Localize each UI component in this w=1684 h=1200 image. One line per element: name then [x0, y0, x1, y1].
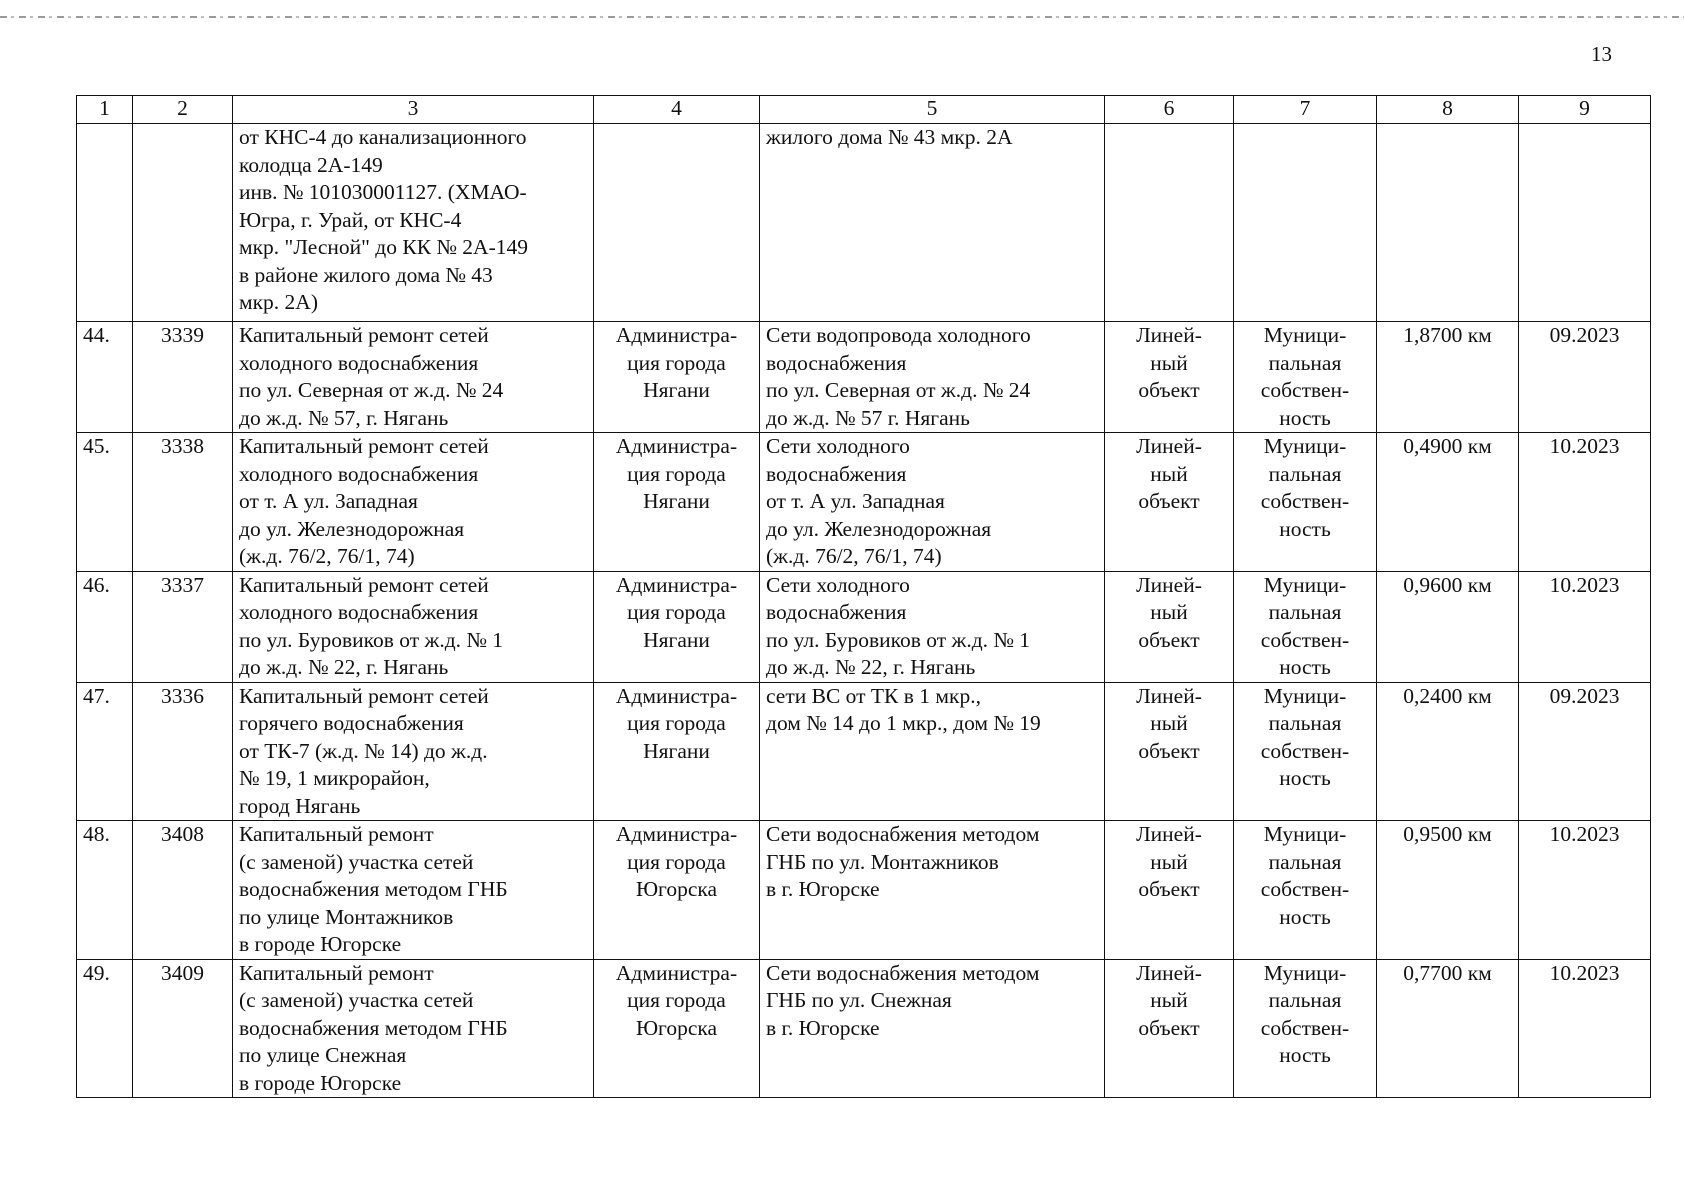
col-header-2: 2	[133, 96, 233, 124]
cell-date: 10.2023	[1519, 433, 1651, 572]
cell-type: Линей- ный объект	[1105, 322, 1234, 433]
cell-object: Сети водоснабжения методом ГНБ по ул. Монтажников в г. Югорске	[760, 821, 1105, 960]
cell-description: Капитальный ремонт сетей холодного водоснабжения по ул. Северная от ж.д. № 24 до ж.д. № 57, г. Нягань	[233, 322, 594, 433]
col-header-9: 9	[1519, 96, 1651, 124]
cell-property	[1234, 124, 1377, 322]
cell-property: Муници- пальная собствен- ность	[1234, 821, 1377, 960]
cell-date: 10.2023	[1519, 571, 1651, 682]
cell-property: Муници- пальная собствен- ность	[1234, 682, 1377, 821]
header-row	[77, 96, 1651, 124]
cell-num: 48.	[77, 821, 133, 960]
col-header-8: 8	[1377, 96, 1519, 124]
cell-property: Муници- пальная собствен- ность	[1234, 959, 1377, 1098]
cell-num: 47.	[77, 682, 133, 821]
cell-num	[77, 124, 133, 322]
cell-type: Линей- ный объект	[1105, 821, 1234, 960]
cell-num: 49.	[77, 959, 133, 1098]
cell-description: Капитальный ремонт сетей горячего водоснабжения от ТК-7 (ж.д. № 14) до ж.д. № 19, 1 микрорайон, город Нягань	[233, 682, 594, 821]
cell-type	[1105, 124, 1234, 322]
cell-object: Сети холодного водоснабжения от т. А ул. Западная до ул. Железнодорожная (ж.д. 76/2, 76/1, 74)	[760, 433, 1105, 572]
table-row	[77, 959, 1651, 1098]
cell-owner: Администра- ция города Нягани	[594, 322, 760, 433]
table-row	[77, 571, 1651, 682]
cell-date: 09.2023	[1519, 322, 1651, 433]
cell-object: сети ВС от ТК в 1 мкр., дом № 14 до 1 мкр., дом № 19	[760, 682, 1105, 821]
cell-length: 0,9600 км	[1377, 571, 1519, 682]
col-header-1: 1	[77, 96, 133, 124]
cell-object: Сети холодного водоснабжения по ул. Буровиков от ж.д. № 1 до ж.д. № 22, г. Нягань	[760, 571, 1105, 682]
table-row-continuation	[77, 124, 1651, 322]
cell-owner: Администра- ция города Нягани	[594, 682, 760, 821]
cell-code: 3338	[133, 433, 233, 572]
cell-date: 10.2023	[1519, 821, 1651, 960]
cell-num: 45.	[77, 433, 133, 572]
table-row	[77, 433, 1651, 572]
col-header-4: 4	[594, 96, 760, 124]
cell-property: Муници- пальная собствен- ность	[1234, 571, 1377, 682]
cell-num: 46.	[77, 571, 133, 682]
col-header-3: 3	[233, 96, 594, 124]
cell-code: 3409	[133, 959, 233, 1098]
cell-length: 0,9500 км	[1377, 821, 1519, 960]
cell-owner: Администра- ция города Югорска	[594, 959, 760, 1098]
cell-code: 3336	[133, 682, 233, 821]
cell-type: Линей- ный объект	[1105, 959, 1234, 1098]
cell-description: Капитальный ремонт (с заменой) участка сетей водоснабжения методом ГНБ по улице Снежная в городе Югорске	[233, 959, 594, 1098]
cell-length	[1377, 124, 1519, 322]
col-header-6: 6	[1105, 96, 1234, 124]
cell-code: 3337	[133, 571, 233, 682]
table-row	[77, 821, 1651, 960]
cell-object: Сети водоснабжения методом ГНБ по ул. Снежная в г. Югорске	[760, 959, 1105, 1098]
cell-property: Муници- пальная собствен- ность	[1234, 433, 1377, 572]
table-row	[77, 322, 1651, 433]
cell-length: 1,8700 км	[1377, 322, 1519, 433]
cell-description: Капитальный ремонт (с заменой) участка сетей водоснабжения методом ГНБ по улице Монтажников в городе Югорске	[233, 821, 594, 960]
cell-description: Капитальный ремонт сетей холодного водоснабжения по ул. Буровиков от ж.д. № 1 до ж.д. № 22, г. Нягань	[233, 571, 594, 682]
cell-description: Капитальный ремонт сетей холодного водоснабжения от т. А ул. Западная до ул. Железнодорожная (ж.д. 76/2, 76/1, 74)	[233, 433, 594, 572]
cell-owner: Администра- ция города Нягани	[594, 433, 760, 572]
cell-type: Линей- ный объект	[1105, 433, 1234, 572]
cell-code: 3339	[133, 322, 233, 433]
cell-object: жилого дома № 43 мкр. 2А	[760, 124, 1105, 322]
page-number: 13	[1591, 42, 1612, 66]
cell-length: 0,7700 км	[1377, 959, 1519, 1098]
cell-owner	[594, 124, 760, 322]
cell-type: Линей- ный объект	[1105, 682, 1234, 821]
cell-owner: Администра- ция города Нягани	[594, 571, 760, 682]
cell-code: 3408	[133, 821, 233, 960]
cell-date: 10.2023	[1519, 959, 1651, 1098]
cell-property: Муници- пальная собствен- ность	[1234, 322, 1377, 433]
cell-length: 0,2400 км	[1377, 682, 1519, 821]
cell-date: 09.2023	[1519, 682, 1651, 821]
cell-date	[1519, 124, 1651, 322]
registry-table	[76, 95, 1651, 1098]
cell-length: 0,4900 км	[1377, 433, 1519, 572]
cell-num: 44.	[77, 322, 133, 433]
cell-owner: Администра- ция города Югорска	[594, 821, 760, 960]
cell-description: от КНС-4 до канализационного колодца 2А-149 инв. № 101030001127. (ХМАО- Югра, г. Урай, от КНС-4 мкр. "Лесной" до КК № 2А-149 в районе жилого дома № 43 мкр. 2А)	[233, 124, 594, 322]
col-header-5: 5	[760, 96, 1105, 124]
table-row	[77, 682, 1651, 821]
cell-type: Линей- ный объект	[1105, 571, 1234, 682]
cell-object: Сети водопровода холодного водоснабжения по ул. Северная от ж.д. № 24 до ж.д. № 57 г. Нягань	[760, 322, 1105, 433]
scan-artifact-line	[0, 16, 1684, 18]
col-header-7: 7	[1234, 96, 1377, 124]
cell-code	[133, 124, 233, 322]
